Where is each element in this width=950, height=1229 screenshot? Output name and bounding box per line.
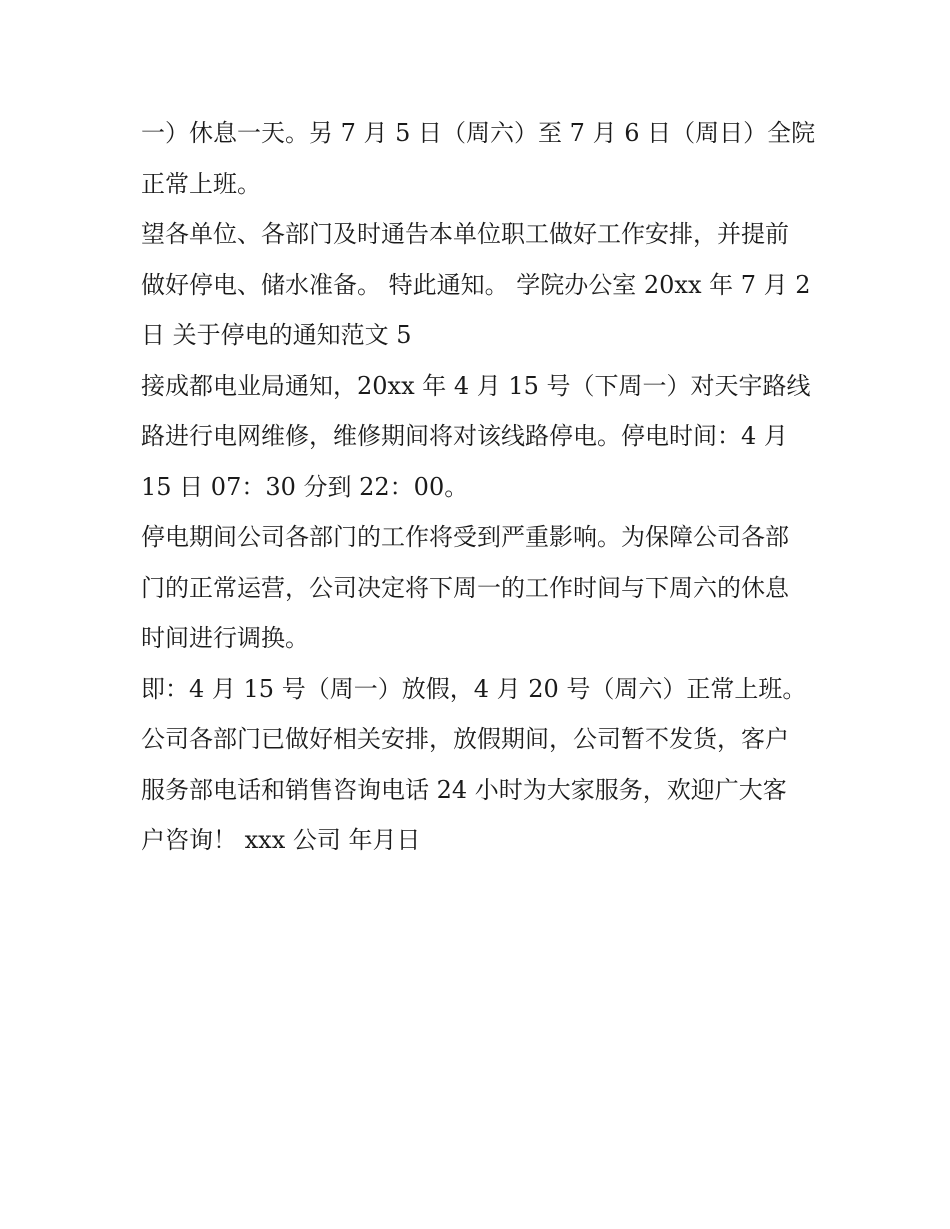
text-line: 日 关于停电的通知范文 5	[141, 321, 412, 349]
text-line: 15 日 07：30 分到 22：00。	[141, 472, 469, 501]
text-line: 路进行电网维修，维修期间将对该线路停电。停电时间：4 月	[141, 422, 788, 450]
text-line: 户咨询！ xxx 公司 年月日	[141, 826, 421, 854]
text-line: 即：4 月 15 号（周一）放假，4 月 20 号（周六）正常上班。	[141, 674, 807, 703]
text-line: 做好停电、储水准备。 特此通知。 学院办公室 20xx 年 7 月 2	[141, 270, 811, 299]
text-line: 门的正常运营，公司决定将下周一的工作时间与下周六的休息	[141, 573, 789, 602]
text-line: 望各单位、各部门及时通告本单位职工做好工作安排，并提前	[141, 220, 789, 248]
text-line: 服务部电话和销售咨询电话 24 小时为大家服务，欢迎广大客	[141, 775, 787, 804]
text-line: 接成都电业局通知，20xx 年 4 月 15 号（下周一）对天宇路线	[141, 371, 811, 400]
text-line: 停电期间公司各部门的工作将受到严重影响。为保障公司各部	[141, 523, 789, 551]
document-body	[141, 108, 821, 866]
text-line: 正常上班。	[141, 169, 261, 198]
text-line: 时间进行调换。	[141, 624, 309, 652]
text-line: 一）休息一天。另 7 月 5 日（周六）至 7 月 6 日（周日）全院	[141, 119, 816, 147]
text-line: 公司各部门已做好相关安排，放假期间，公司暂不发货，客户	[141, 725, 789, 753]
